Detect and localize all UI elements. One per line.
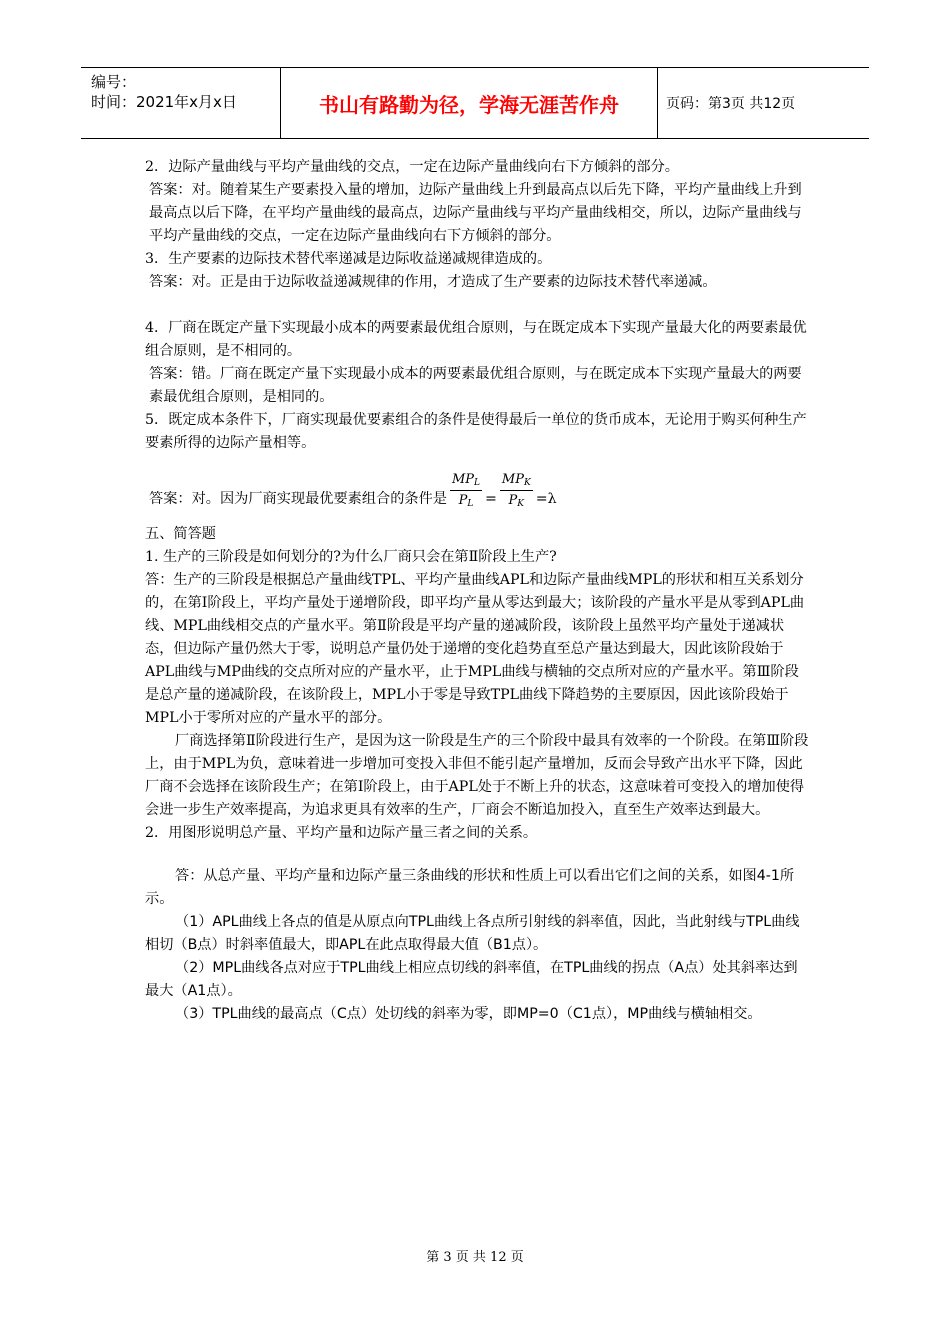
fraction-mpl-pl: $\frac{MP_L}{P_L}$ <box>451 472 480 509</box>
answer-5 <box>145 455 810 511</box>
short-answer-1-p1: 答：生产的三阶段是根据总产量曲线TPL、平均产量曲线APL和边际产量曲线MPL的形状和相互关系划分的，在第Ⅰ阶段上，平均产量处于递增阶段，即平均产量从零达到最大；该阶段的产量水平是从零到APL曲线、MPL曲线相交点的产量水平。第Ⅱ阶段是平均产量的递减阶段，该阶段上虽然平均产量处于递减状态，但边际产量仍然大于零，说明总产量仍处于递增的变化趋势直至总产量达到最大，因此该阶段始于APL曲线与MP曲线的交点所对应的产量水平，止于MPL曲线与横轴的交点所对应的产量水平。第Ⅲ阶段是总产量的递减阶段，在该阶段上，MPL小于零是导致TPL曲线下降趋势的主要原因，因此该阶段始于MPL小于零所对应的产量水平的部分。 <box>145 572 805 726</box>
question-2: 2．边际产量曲线与平均产量曲线的交点，一定在边际产量曲线向右下方倾斜的部分。 <box>145 159 679 175</box>
header-page-label: 页码：第3页 共12页 <box>666 96 796 112</box>
header-meta <box>81 68 281 138</box>
header-motto: 书山有路勤为径，学海无涯苦作舟 <box>281 68 658 138</box>
short-answer-2-intro: 答：从总产量、平均产量和边际产量三条曲线的形状和性质上可以看出它们之间的关系，如图4-1所示。 <box>145 868 795 907</box>
short-answer-2-item-3: （3）TPL曲线的最高点（C点）处切线的斜率为零，即MP=0（C1点），MP曲线与横轴相交。 <box>175 1006 762 1022</box>
short-answer-2-item-1: （1）APL曲线上各点的值是从原点向TPL曲线上各点所引射线的斜率值，因此，当此射线与TPL曲线相切（B点）时斜率值最大，即APL在此点取得最大值（B1点）。 <box>145 914 800 953</box>
equals-sign: = <box>485 491 497 507</box>
page-header <box>81 67 869 139</box>
answer-3: 答案：对。正是由于边际收益递减规律的作用，才造成了生产要素的边际技术替代率递减。 <box>149 274 717 290</box>
question-3: 3．生产要素的边际技术替代率递减是边际收益递减规律造成的。 <box>145 251 552 267</box>
document-body <box>145 156 810 1026</box>
answer-5-text: 答案：对。因为厂商实现最优要素组合的条件是 <box>149 491 447 507</box>
short-answer-1-p2: 厂商选择第Ⅱ阶段进行生产，是因为这一阶段是生产的三个阶段中最具有效率的一个阶段。在第Ⅲ阶段上，由于MPL为负，意味着进一步增加可变投入非但不能引起产量增加，反而会导致产出水平下降，因此厂商不会选择在该阶段生产；在第Ⅰ阶段上，由于APL处于不断上升的状态，这意味着可变投入的增加使得会进一步生产效率提高，为追求更具有效率的生产，厂商会不断追加投入，直至生产效率达到最大。 <box>145 733 809 818</box>
short-answer-2-item-2: （2）MPL曲线各点对应于TPL曲线上相应点切线的斜率值，在TPL曲线的拐点（A点）处其斜率达到最大（A1点）。 <box>145 960 798 999</box>
lambda-tail: =λ <box>535 491 557 507</box>
fraction-mpk-pk: $\frac{MP_K}{P_K}$ <box>501 472 531 509</box>
question-4: 4．厂商在既定产量下实现最小成本的两要素最优组合原则，与在既定成本下实现产量最大化的两要素最优组合原则，是不相同的。 <box>145 320 807 359</box>
page-footer: 第 3 页 共 12 页 <box>426 1250 524 1265</box>
date-label: 时间：2021年x月x日 <box>91 93 237 111</box>
short-question-2: 2．用图形说明总产量、平均产量和边际产量三者之间的关系。 <box>145 825 538 841</box>
question-5: 5．既定成本条件下，厂商实现最优要素组合的条件是使得最后一单位的货币成本，无论用于购买何种生产要素所得的边际产量相等。 <box>145 412 807 451</box>
short-question-1: 1. 生产的三阶段是如何划分的?为什么厂商只会在第Ⅱ阶段上生产? <box>145 549 557 565</box>
answer-2: 答案：对。随着某生产要素投入量的增加，边际产量曲线上升到最高点以后先下降，平均产量曲线上升到最高点以后下降，在平均产量曲线的最高点，边际产量曲线与平均产量曲线相交，所以，边际产量曲线与平均产量曲线的交点，一定在边际产量曲线向右下方倾斜的部分。 <box>149 182 802 244</box>
section-heading: 五、简答题 <box>145 526 216 542</box>
code-label: 编号： <box>91 73 137 91</box>
answer-4: 答案：错。厂商在既定产量下实现最小成本的两要素最优组合原则，与在既定成本下实现产量最大的两要素最优组合原则，是相同的。 <box>149 366 802 405</box>
